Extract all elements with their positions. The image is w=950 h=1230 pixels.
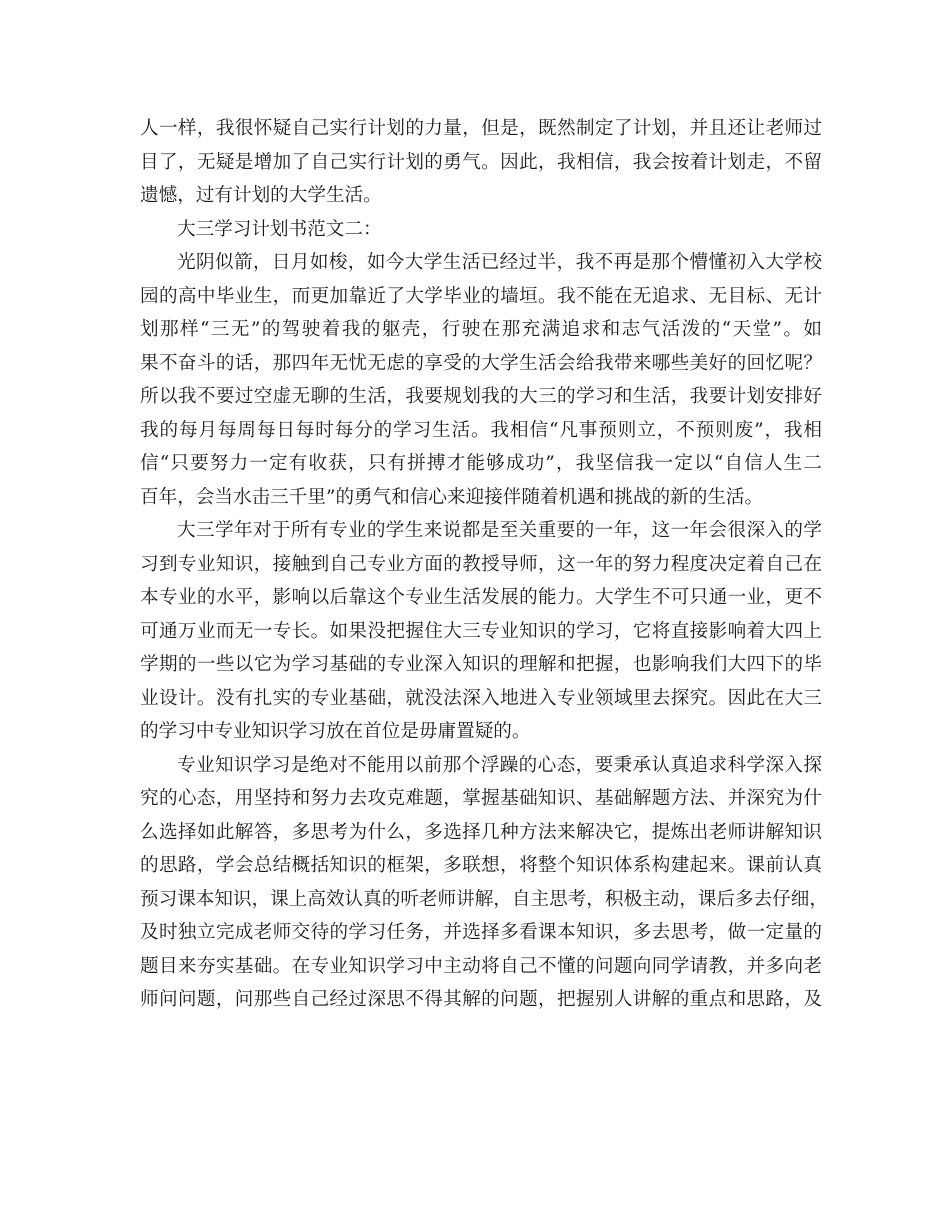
text-line: 人一样，我很怀疑自己实行计划的力量，但是，既然制定了计划，并且还让老师过 bbox=[140, 118, 822, 139]
text-line: 本专业的水平，影响以后靠这个专业生活发展的能力。大学生不可只通一业，更不 bbox=[140, 587, 822, 608]
text-line: 遗憾，过有计划的大学生活。 bbox=[140, 185, 382, 206]
text-line: 学期的一些以它为学习基础的专业深入知识的理解和把握，也影响我们大四下的毕 bbox=[140, 654, 822, 675]
text-line: 的学习中专业知识学习放在首位是毋庸置疑的。 bbox=[140, 721, 531, 742]
text-line: 预习课本知识，课上高效认真的听老师讲解，自主思考，积极主动，课后多去仔细， bbox=[140, 888, 828, 910]
text-line: 百年，会当水击三千里”的勇气和信心来迎接伴随着机遇和挑战的新的生活。 bbox=[140, 486, 764, 508]
text-line: 专业知识学习是绝对不能用以前那个浮躁的心态，要秉承认真追求科学深入探 bbox=[177, 754, 822, 776]
text-line: 大三学年对于所有专业的学生来说都是至关重要的一年，这一年会很深入的学 bbox=[177, 520, 822, 541]
text-line: 园的高中毕业生，而更加靠近了大学毕业的墙垣。我不能在无追求、无目标、无计 bbox=[140, 285, 822, 307]
text-line: 题目来夯实基础。在专业知识学习中主动将自己不懂的问题向同学请教，并多向老 bbox=[140, 955, 822, 977]
text-line: 究的心态，用坚持和努力去攻克难题，掌握基础知识、基础解题方法、并深究为什 bbox=[140, 788, 822, 809]
text-line: 信“只要努力一定有收获，只有拼搏才能够成功”，我坚信我一定以“自信人生二 bbox=[140, 453, 822, 474]
text-line: 划那样“三无”的驾驶着我的躯壳，行驶在那充满追求和志气活泼的“天堂”。如 bbox=[140, 319, 822, 340]
text-line: 的思路，学会总结概括知识的框架，多联想，将整个知识体系构建起来。课前认真 bbox=[140, 855, 822, 876]
text-line: 光阴似箭，日月如梭，如今大学生活已经过半，我不再是那个懵懂初入大学校 bbox=[177, 252, 822, 273]
text-line: 习到专业知识，接触到自己专业方面的教授导师，这一年的努力程度决定着自己在 bbox=[140, 553, 822, 575]
text-line: 及时独立完成老师交待的学习任务，并选择多看课本知识，多去思考，做一定量的 bbox=[140, 922, 822, 943]
text-line: 果不奋斗的话，那四年无忧无虑的享受的大学生活会给我带来哪些美好的回忆呢？ bbox=[140, 352, 822, 374]
text-line: 所以我不要过空虚无聊的生活，我要规划我的大三的学习和生活，我要计划安排好 bbox=[140, 386, 822, 407]
body-text bbox=[140, 112, 828, 1017]
text-line: 么选择如此解答，多思考为什么，多选择几种方法来解决它，提炼出老师讲解知识 bbox=[140, 821, 822, 843]
section-heading: 大三学习计划书范文二： bbox=[177, 218, 382, 240]
text-line: 目了，无疑是增加了自己实行计划的勇气。因此，我相信，我会按着计划走，不留 bbox=[140, 151, 822, 173]
text-line: 业设计。没有扎实的专业基础，就没法深入地进入专业领域里去探究。因此在大三 bbox=[140, 687, 822, 709]
text-line: 我的每月每周每日每时每分的学习生活。我相信“凡事预则立，不预则废”，我相 bbox=[140, 419, 822, 441]
text-line: 师问问题，问那些自己经过深思不得其解的问题，把握别人讲解的重点和思路，及 bbox=[140, 989, 822, 1010]
text-line: 可通万业而无一专长。如果没把握住大三专业知识的学习，它将直接影响着大四上 bbox=[140, 620, 822, 642]
